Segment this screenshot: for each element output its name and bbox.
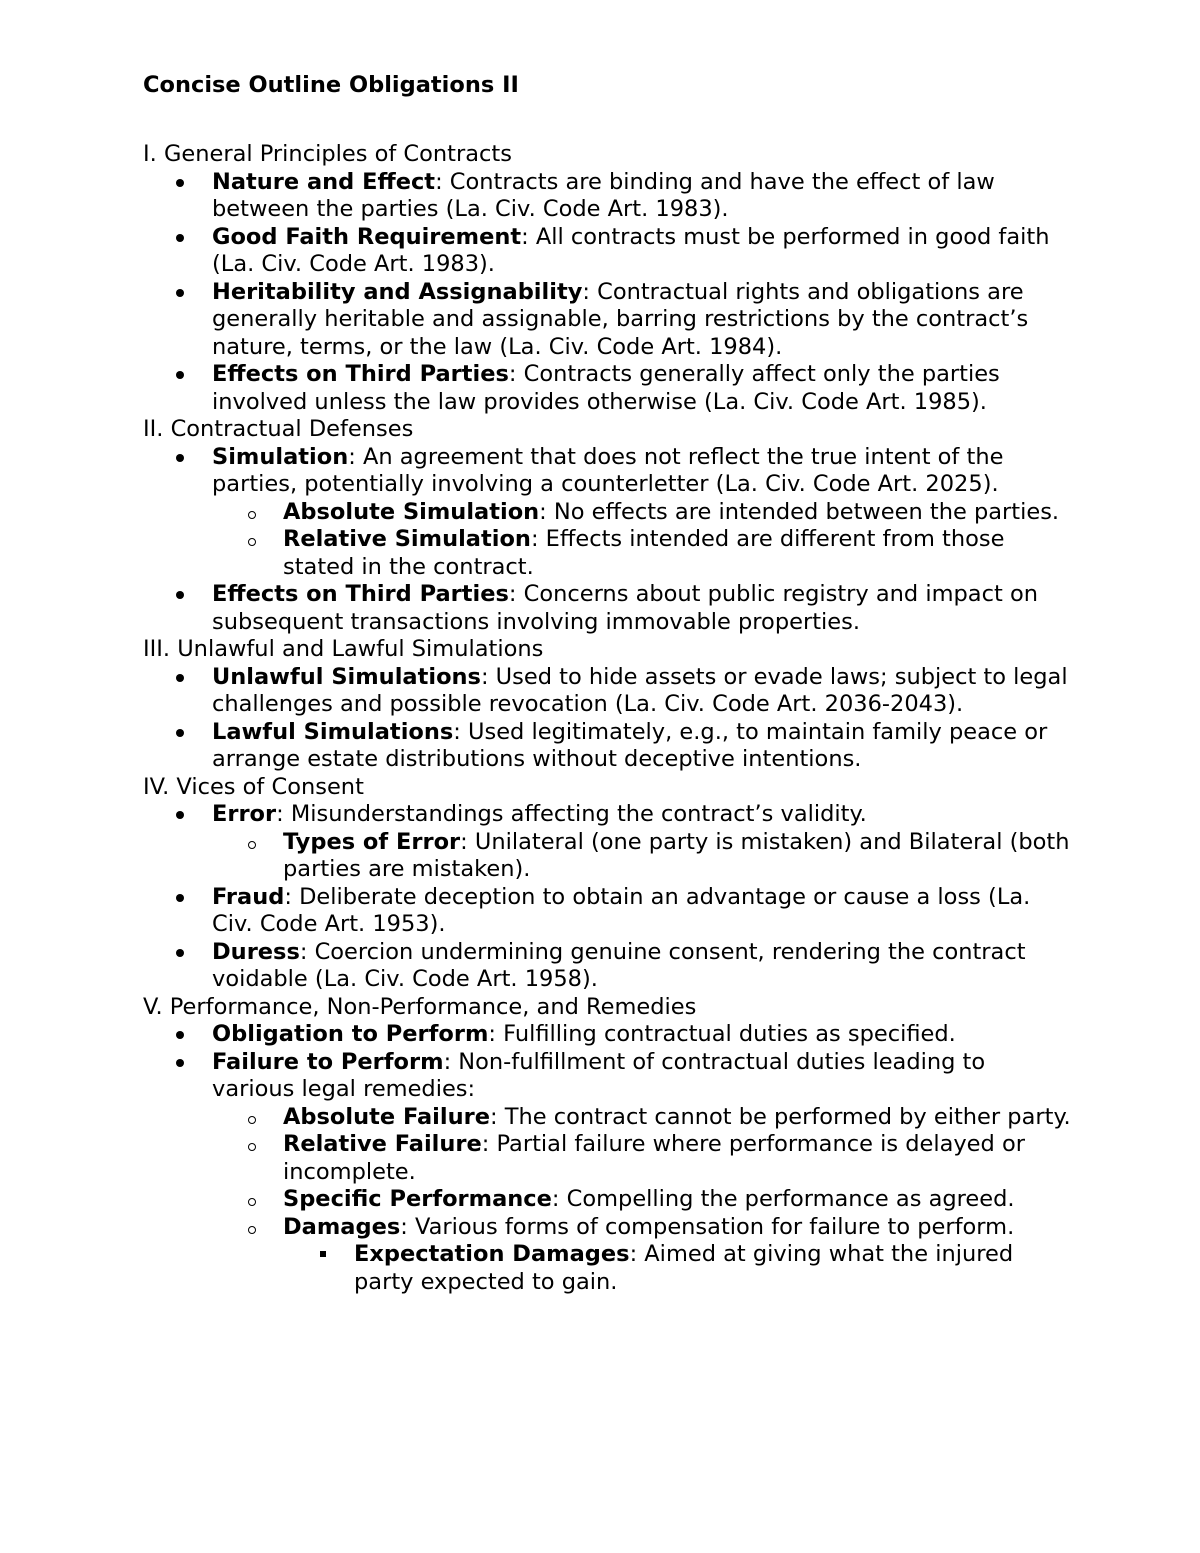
list-item bbox=[143, 361, 1073, 416]
bullet-icon bbox=[176, 894, 184, 902]
item-term: Fraud bbox=[212, 883, 285, 910]
item-text: : Used to hide assets or evade laws; subject to legal challenges and possible revocation (La. Civ. Code Art. 2036-2043). bbox=[212, 663, 1068, 717]
item-term: Absolute Failure bbox=[283, 1103, 490, 1130]
bullet-icon bbox=[176, 454, 184, 462]
item-text: : Compelling the performance as agreed. bbox=[551, 1186, 1015, 1212]
item-term: Lawful Simulations bbox=[212, 718, 454, 745]
item-text: : No effects are intended between the parties. bbox=[539, 498, 1060, 525]
list-item bbox=[143, 224, 1073, 279]
sub-list-item bbox=[143, 1131, 1073, 1186]
sub-sub-list-item bbox=[143, 1241, 1073, 1296]
item-term: Absolute Simulation bbox=[283, 498, 540, 525]
section-heading: III. Unlawful and Lawful Simulations bbox=[143, 636, 544, 662]
bullet-icon bbox=[176, 591, 184, 599]
item-term: Relative Failure bbox=[283, 1131, 482, 1157]
item-text: : Coercion undermining genuine consent, rendering the contract voidable (La. Civ. Code Art. 1958). bbox=[212, 938, 1026, 992]
item-term: Good Faith Requirement bbox=[212, 223, 522, 250]
list-item bbox=[143, 664, 1073, 719]
list-item bbox=[143, 884, 1073, 939]
bullet-icon bbox=[176, 729, 184, 737]
bullet-icon bbox=[176, 371, 184, 379]
bullet-list bbox=[143, 1021, 1073, 1296]
item-text: : Partial failure where performance is delayed or incomplete. bbox=[283, 1131, 1025, 1185]
item-term: Effects on Third Parties bbox=[212, 361, 509, 387]
item-term: Heritability and Assignability bbox=[212, 278, 583, 305]
circle-bullet-icon bbox=[248, 1226, 256, 1234]
bullet-list bbox=[143, 169, 1073, 417]
item-text: : Contracts are binding and have the effect of law between the parties (La. Civ. Code Art. 1983). bbox=[212, 168, 995, 222]
document-title: Concise Outline Obligations II bbox=[143, 72, 519, 98]
item-text: : Various forms of compensation for failure to perform. bbox=[400, 1213, 1015, 1240]
document-page bbox=[143, 70, 1073, 1296]
bullet-icon bbox=[176, 811, 184, 819]
circle-bullet-icon bbox=[248, 511, 256, 519]
bullet-icon bbox=[176, 1031, 184, 1039]
item-term: Expectation Damages bbox=[354, 1241, 630, 1267]
list-item bbox=[143, 719, 1073, 774]
list-item bbox=[143, 1049, 1073, 1104]
list-item bbox=[143, 1021, 1073, 1049]
list-item bbox=[143, 581, 1073, 636]
sub-list-item bbox=[143, 1214, 1073, 1242]
bullet-icon bbox=[176, 949, 184, 957]
item-text: : Contractual rights and obligations are generally heritable and assignable, barring restrictions by the contract’s nature, terms, or the law (La. Civ. Code Art. 1984). bbox=[212, 278, 1029, 360]
bullet-list bbox=[143, 444, 1073, 637]
item-term: Specific Performance bbox=[283, 1186, 552, 1212]
list-item bbox=[143, 939, 1073, 994]
sub-list-item bbox=[143, 1104, 1073, 1132]
item-term: Nature and Effect bbox=[212, 168, 436, 195]
bullet-list bbox=[143, 664, 1073, 774]
bullet-icon bbox=[176, 1059, 184, 1067]
bullet-list bbox=[143, 801, 1073, 994]
section-heading: IV. Vices of Consent bbox=[143, 773, 364, 800]
bullet-icon bbox=[176, 289, 184, 297]
item-text: : Effects intended are different from those stated in the contract. bbox=[283, 526, 1005, 580]
item-text: : Deliberate deception to obtain an advantage or cause a loss (La. Civ. Code Art. 1953). bbox=[212, 883, 1031, 937]
item-term: Obligation to Perform bbox=[212, 1021, 489, 1047]
list-item bbox=[143, 801, 1073, 829]
section-heading: II. Contractual Defenses bbox=[143, 416, 414, 442]
section-heading: I. General Principles of Contracts bbox=[143, 141, 512, 167]
list-item bbox=[143, 169, 1073, 224]
list-item bbox=[143, 444, 1073, 499]
circle-bullet-icon bbox=[248, 538, 256, 546]
circle-bullet-icon bbox=[248, 1198, 256, 1206]
item-text: : Non-fulfillment of contractual duties leading to various legal remedies: bbox=[212, 1048, 986, 1102]
item-text: : Used legitimately, e.g., to maintain family peace or arrange estate distributions without deceptive intentions. bbox=[212, 718, 1048, 772]
circle-bullet-icon bbox=[248, 1143, 256, 1151]
bullet-icon bbox=[176, 179, 184, 187]
list-item bbox=[143, 279, 1073, 362]
item-term: Types of Error bbox=[283, 828, 461, 855]
item-text: : Unilateral (one party is mistaken) and Bilateral (both parties are mistaken). bbox=[283, 828, 1070, 882]
item-text: : Concerns about public registry and impact on subsequent transactions involving immovable properties. bbox=[212, 581, 1038, 635]
item-text: : An agreement that does not reflect the true intent of the parties, potentially involving a counterletter (La. Civ. Code Art. 2025). bbox=[212, 443, 1004, 497]
sub-list-item bbox=[143, 829, 1073, 884]
item-term: Relative Simulation bbox=[283, 526, 531, 552]
item-term: Failure to Perform bbox=[212, 1048, 444, 1075]
sub-list-item bbox=[143, 1186, 1073, 1214]
bullet-icon bbox=[176, 674, 184, 682]
sub-list-item bbox=[143, 499, 1073, 527]
section-heading: V. Performance, Non-Performance, and Remedies bbox=[143, 993, 697, 1020]
item-text: : Aimed at giving what the injured party expected to gain. bbox=[354, 1241, 1014, 1295]
item-term: Unlawful Simulations bbox=[212, 663, 481, 690]
item-text: : Contracts generally affect only the parties involved unless the law provides otherwise (La. Civ. Code Art. 1985). bbox=[212, 361, 1000, 415]
item-term: Error bbox=[212, 801, 277, 827]
item-text: : Fulfilling contractual duties as specified. bbox=[488, 1021, 956, 1047]
square-bullet-icon bbox=[320, 1251, 326, 1257]
sub-list-item bbox=[143, 526, 1073, 581]
item-text: : All contracts must be performed in good faith (La. Civ. Code Art. 1983). bbox=[212, 223, 1050, 277]
circle-bullet-icon bbox=[248, 841, 256, 849]
item-term: Simulation bbox=[212, 443, 349, 470]
bullet-icon bbox=[176, 234, 184, 242]
circle-bullet-icon bbox=[248, 1116, 256, 1124]
item-text: : Misunderstandings affecting the contract’s validity. bbox=[276, 801, 867, 827]
item-term: Effects on Third Parties bbox=[212, 581, 509, 607]
item-term: Damages bbox=[283, 1213, 401, 1240]
item-text: : The contract cannot be performed by either party. bbox=[489, 1103, 1071, 1130]
item-term: Duress bbox=[212, 938, 300, 965]
